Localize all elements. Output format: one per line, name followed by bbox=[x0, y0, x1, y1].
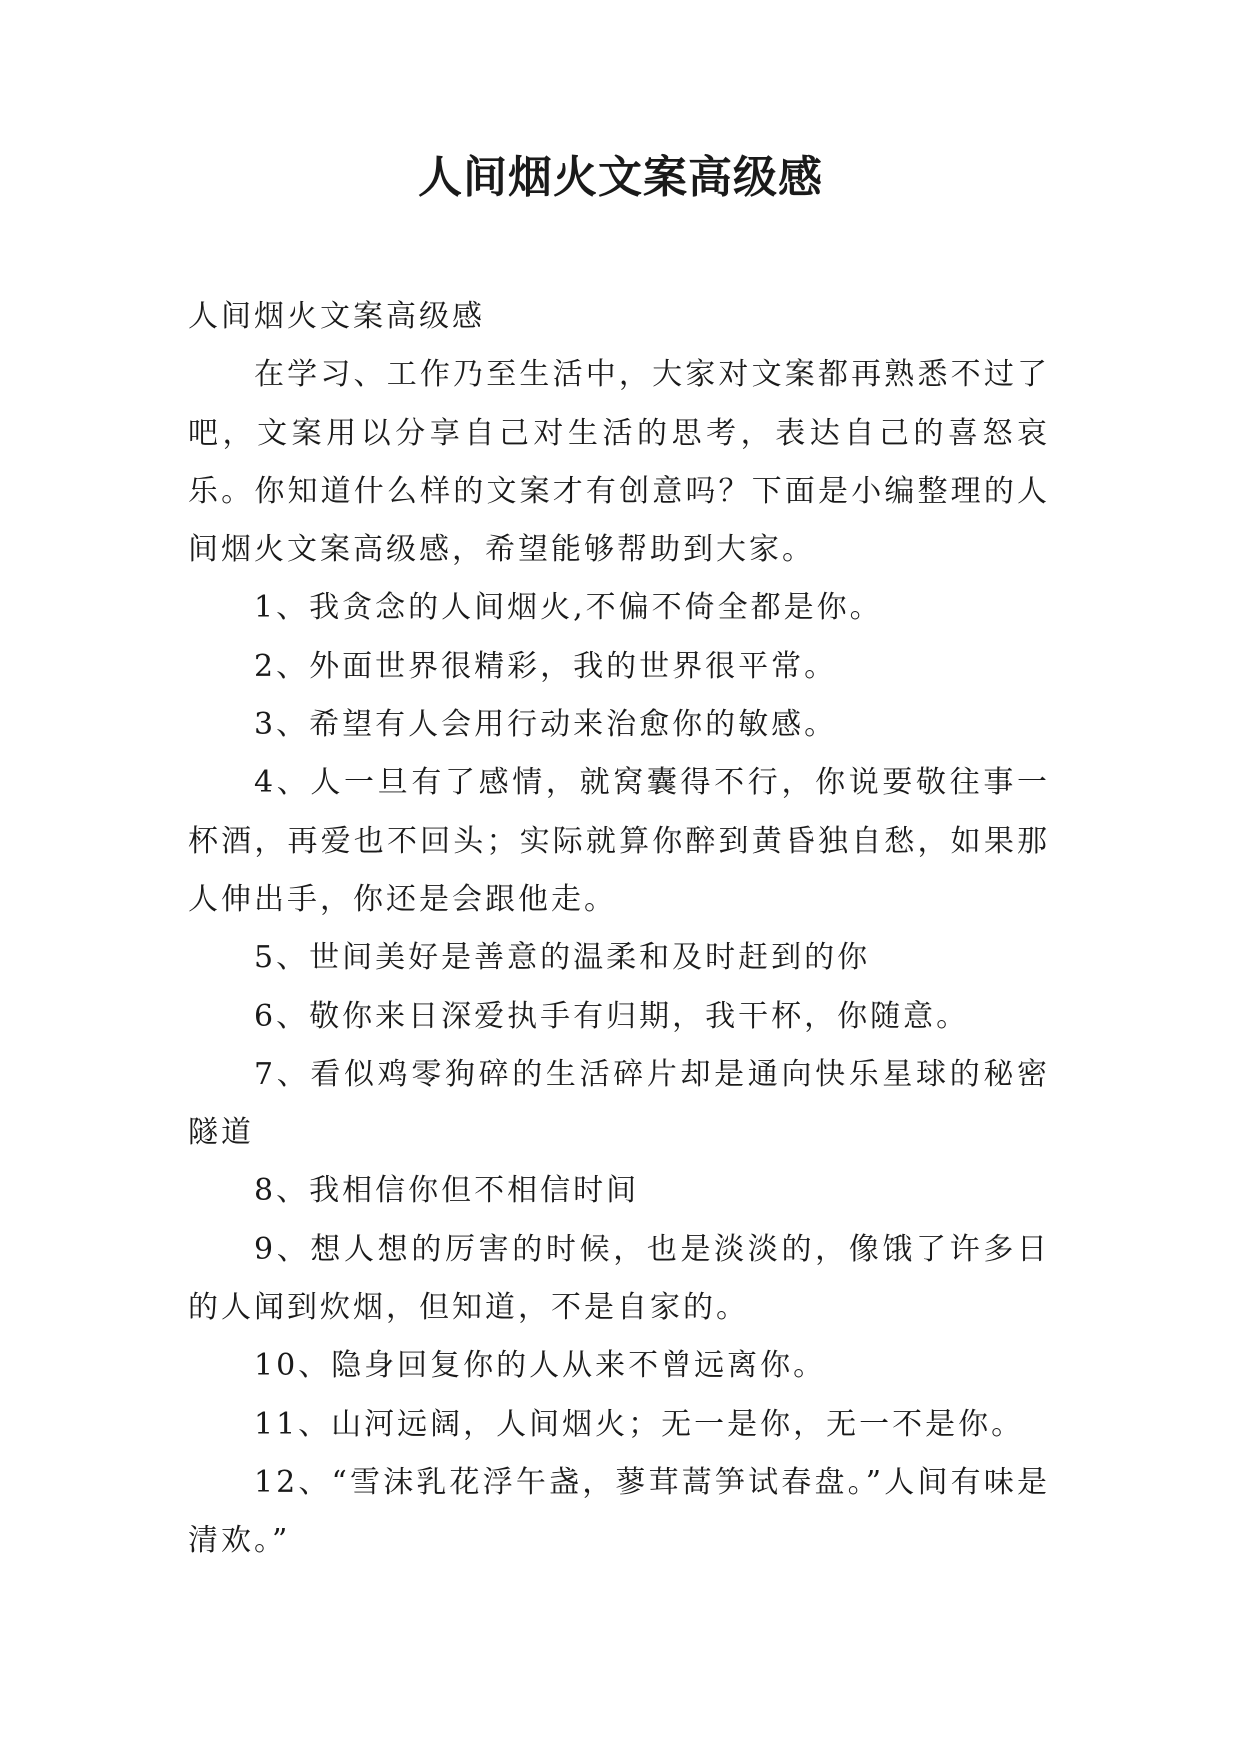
subtitle-paragraph: 人间烟火文案高级感 bbox=[188, 299, 485, 334]
list-item: 2、外面世界很精彩，我的世界很平常。 bbox=[254, 648, 838, 684]
list-item: 12、“雪沫乳花浮午盏，蓼茸蒿笋试春盘。”人间有味是清欢。” bbox=[188, 1464, 1050, 1559]
list-item: 9、想人想的厉害的时候，也是淡淡的，像饿了许多日的人闻到炊烟，但知道，不是自家的。 bbox=[188, 1231, 1050, 1326]
intro-paragraph: 在学习、工作乃至生活中，大家对文案都再熟悉不过了吧，文案用以分享自己对生活的思考，表达自己的喜怒哀乐。你知道什么样的文案才有创意吗？下面是小编整理的人间烟火文案高级感，希望能够帮助到大家。 bbox=[188, 357, 1050, 568]
list-item: 8、我相信你但不相信时间 bbox=[254, 1173, 640, 1209]
list-item: 3、希望有人会用行动来治愈你的敏感。 bbox=[254, 707, 838, 743]
list-item: 7、看似鸡零狗碎的生活碎片却是通向快乐星球的秘密隧道 bbox=[188, 1056, 1050, 1151]
list-item: 11、山河远阔，人间烟火；无一是你，无一不是你。 bbox=[254, 1406, 1025, 1442]
list-item: 5、世间美好是善意的温柔和及时赶到的你 bbox=[254, 940, 871, 976]
list-item: 6、敬你来日深爱执手有归期，我干杯，你随意。 bbox=[254, 998, 970, 1034]
list-item: 1、我贪念的人间烟火,不偏不倚全都是你。 bbox=[254, 590, 883, 626]
list-item: 10、隐身回复你的人从来不曾远离你。 bbox=[254, 1348, 827, 1384]
list-item: 4、人一旦有了感情，就窝囊得不行，你说要敬往事一杯酒，再爱也不回头；实际就算你醉到黄昏独自愁，如果那人伸出手，你还是会跟他走。 bbox=[188, 765, 1050, 917]
document-title: 人间烟火文案高级感 bbox=[418, 152, 823, 203]
document-body bbox=[188, 288, 1050, 1571]
